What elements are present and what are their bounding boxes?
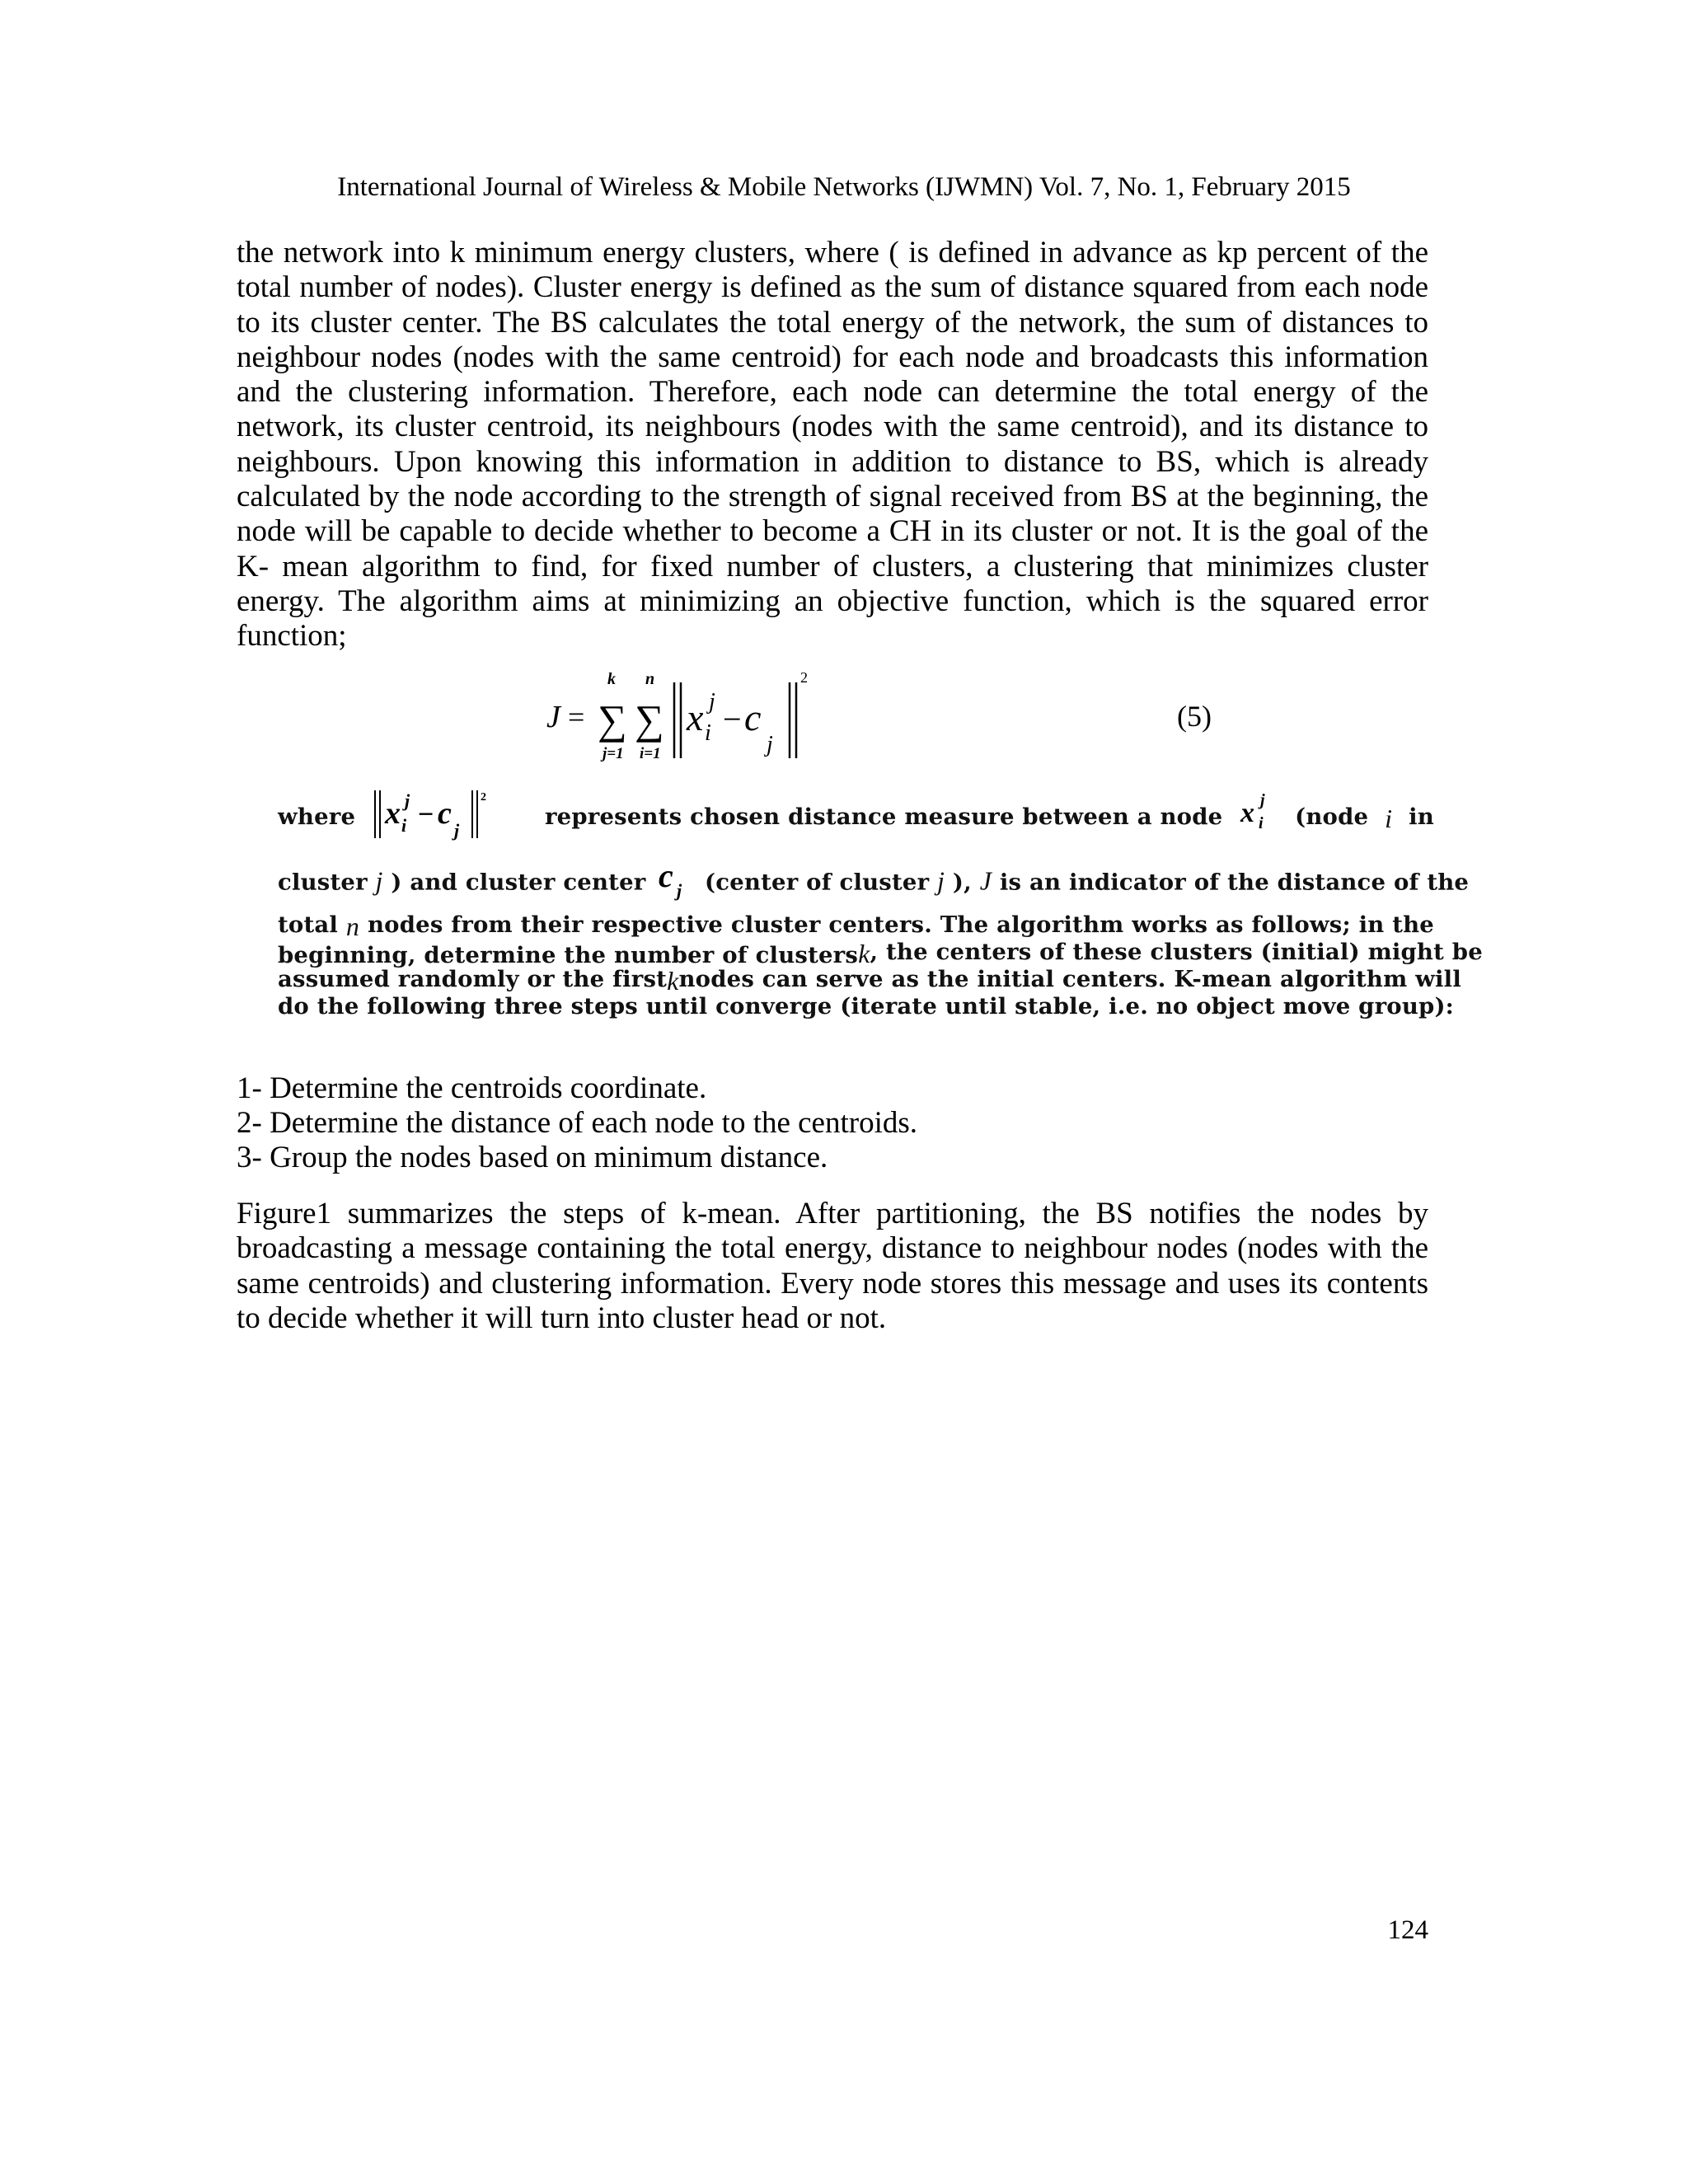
scan-cj-symbol: [654, 860, 705, 901]
scan-line-5: [278, 966, 1461, 996]
step-1: 1- Determine the centroids coordinate.: [237, 1071, 707, 1105]
body-paragraph-2: Figure1 summarizes the steps of k-mean. After partitioning, the BS notifies the nodes by broadcasting a message containing the total energy, distance to neighbour nodes (nodes with the same centroids) and clustering information. Every node stores this message and uses its contents to decide whether it will turn into cluster head or not.: [237, 1197, 1428, 1335]
scan-l1-i: i: [1385, 804, 1393, 833]
scan-line-1: [278, 790, 1434, 841]
scan-l4-text-b: , the centers of these clusters (initial) might be: [870, 939, 1483, 965]
steps-list: [237, 1071, 1428, 1175]
scan-l2-cluster: cluster: [278, 869, 368, 896]
scan-l2-centerof: (center of cluster: [705, 869, 930, 896]
eq-equals: =: [568, 701, 585, 733]
scan-l2-j2: j: [937, 865, 945, 896]
step-3: 3- Group the nodes based on minimum distance.: [237, 1141, 828, 1174]
scan-l2-indicator: is an indicator of the distance of the: [999, 869, 1470, 896]
scan-l5-text-b: nodes can serve as the initial centers. K-mean algorithm will: [678, 966, 1461, 992]
svg-text:x: x: [1240, 798, 1255, 828]
svg-text:x: x: [385, 796, 401, 831]
scan-l3-n: n: [345, 912, 360, 941]
eq-x: x: [687, 696, 704, 738]
svg-text:c: c: [659, 860, 674, 894]
scan-line-2: [278, 860, 1470, 902]
scan-l5-k: k: [667, 966, 679, 996]
eq-lhs: J: [546, 700, 560, 734]
eq-sum1-upper: k: [607, 670, 616, 688]
scan-l2-paren: ),: [952, 869, 972, 896]
svg-text:c: c: [438, 796, 452, 831]
svg-text:j: j: [677, 880, 682, 901]
eq-sum2-symbol: ∑: [635, 696, 664, 743]
journal-header: International Journal of Wireless & Mobile Networks (IJWMN) Vol. 7, No. 1, February 2015: [337, 172, 1351, 202]
equation-5: [540, 668, 870, 766]
scan-norm-expression: [372, 790, 528, 841]
step-2: 2- Determine the distance of each node to the centroids.: [237, 1106, 918, 1140]
eq-power: 2: [800, 669, 808, 686]
eq-x-sub: i: [705, 720, 711, 746]
eq-sum1-symbol: ∑: [598, 696, 627, 743]
eq-c: c: [744, 696, 762, 738]
svg-text:i: i: [1259, 814, 1264, 832]
scan-l2-center: ) and cluster center: [391, 869, 646, 896]
body-paragraph-1: the network into k minimum energy clusters, where ( is defined in advance as kp percent of the total number of nodes). Cluster energy is defined as the sum of distance squared from each node to its cluster center. The BS calculates the total energy of the network, the sum of distances to neighbour nodes (nodes with the same centroid) for each node and broadcasts this information and the clustering information. Therefore, each node can determine the total energy of the network, its cluster centroid, its neighbours (nodes with the same centroid), and its distance to neighbours. Upon knowing this information in addition to distance to BS, which is already calculated by the node according to the strength of signal received from BS at the beginning, the node will be capable to decide whether to become a CH in its cluster or not. It is the goal of the K- mean algorithm to find, for fixed number of clusters, a clustering that minimizes cluster energy. The algorithm aims at minimizing an objective function, which is the squared error function;: [237, 236, 1428, 654]
svg-text:j: j: [405, 790, 410, 811]
scan-l2-J: J: [979, 865, 992, 896]
eq-x-sup: j: [709, 689, 715, 715]
scan-l1-text: represents chosen distance measure between a node: [544, 804, 1223, 830]
eq-sum1-lower: j=1: [603, 745, 624, 762]
equation-number: (5): [1177, 700, 1212, 733]
eq-minus: −: [723, 701, 742, 738]
scan-line-4: [278, 939, 1483, 969]
svg-text:i: i: [401, 815, 407, 836]
eq-sum2-upper: n: [645, 670, 655, 688]
scan-line-6: do the following three steps until converge (iterate until stable, i.e. no object move group):: [278, 993, 1455, 1019]
scan-l3-total: total: [278, 912, 339, 938]
svg-text:−: −: [418, 799, 434, 830]
scan-line-3: [278, 912, 1434, 942]
scan-word-where: where: [278, 804, 356, 830]
page-number: 124: [1387, 1915, 1428, 1945]
scan-node-symbol: [1239, 792, 1278, 841]
scan-l4-k: k: [858, 939, 870, 968]
scan-l1-node: (node: [1295, 804, 1369, 830]
eq-c-sub: j: [767, 732, 773, 757]
svg-text:j: j: [454, 820, 460, 841]
svg-text:2: 2: [481, 791, 487, 804]
scan-l4-text-a: beginning, determine the number of clusters: [278, 942, 859, 968]
scan-l2-j: j: [375, 865, 383, 896]
scan-l5-text-a: assumed randomly or the first: [278, 966, 668, 992]
scan-l1-in: in: [1409, 804, 1434, 830]
scan-l3-text: nodes from their respective cluster centers. The algorithm works as follows; in the: [367, 912, 1434, 938]
eq-sum2-lower: i=1: [640, 745, 661, 762]
svg-text:j: j: [1260, 792, 1265, 809]
